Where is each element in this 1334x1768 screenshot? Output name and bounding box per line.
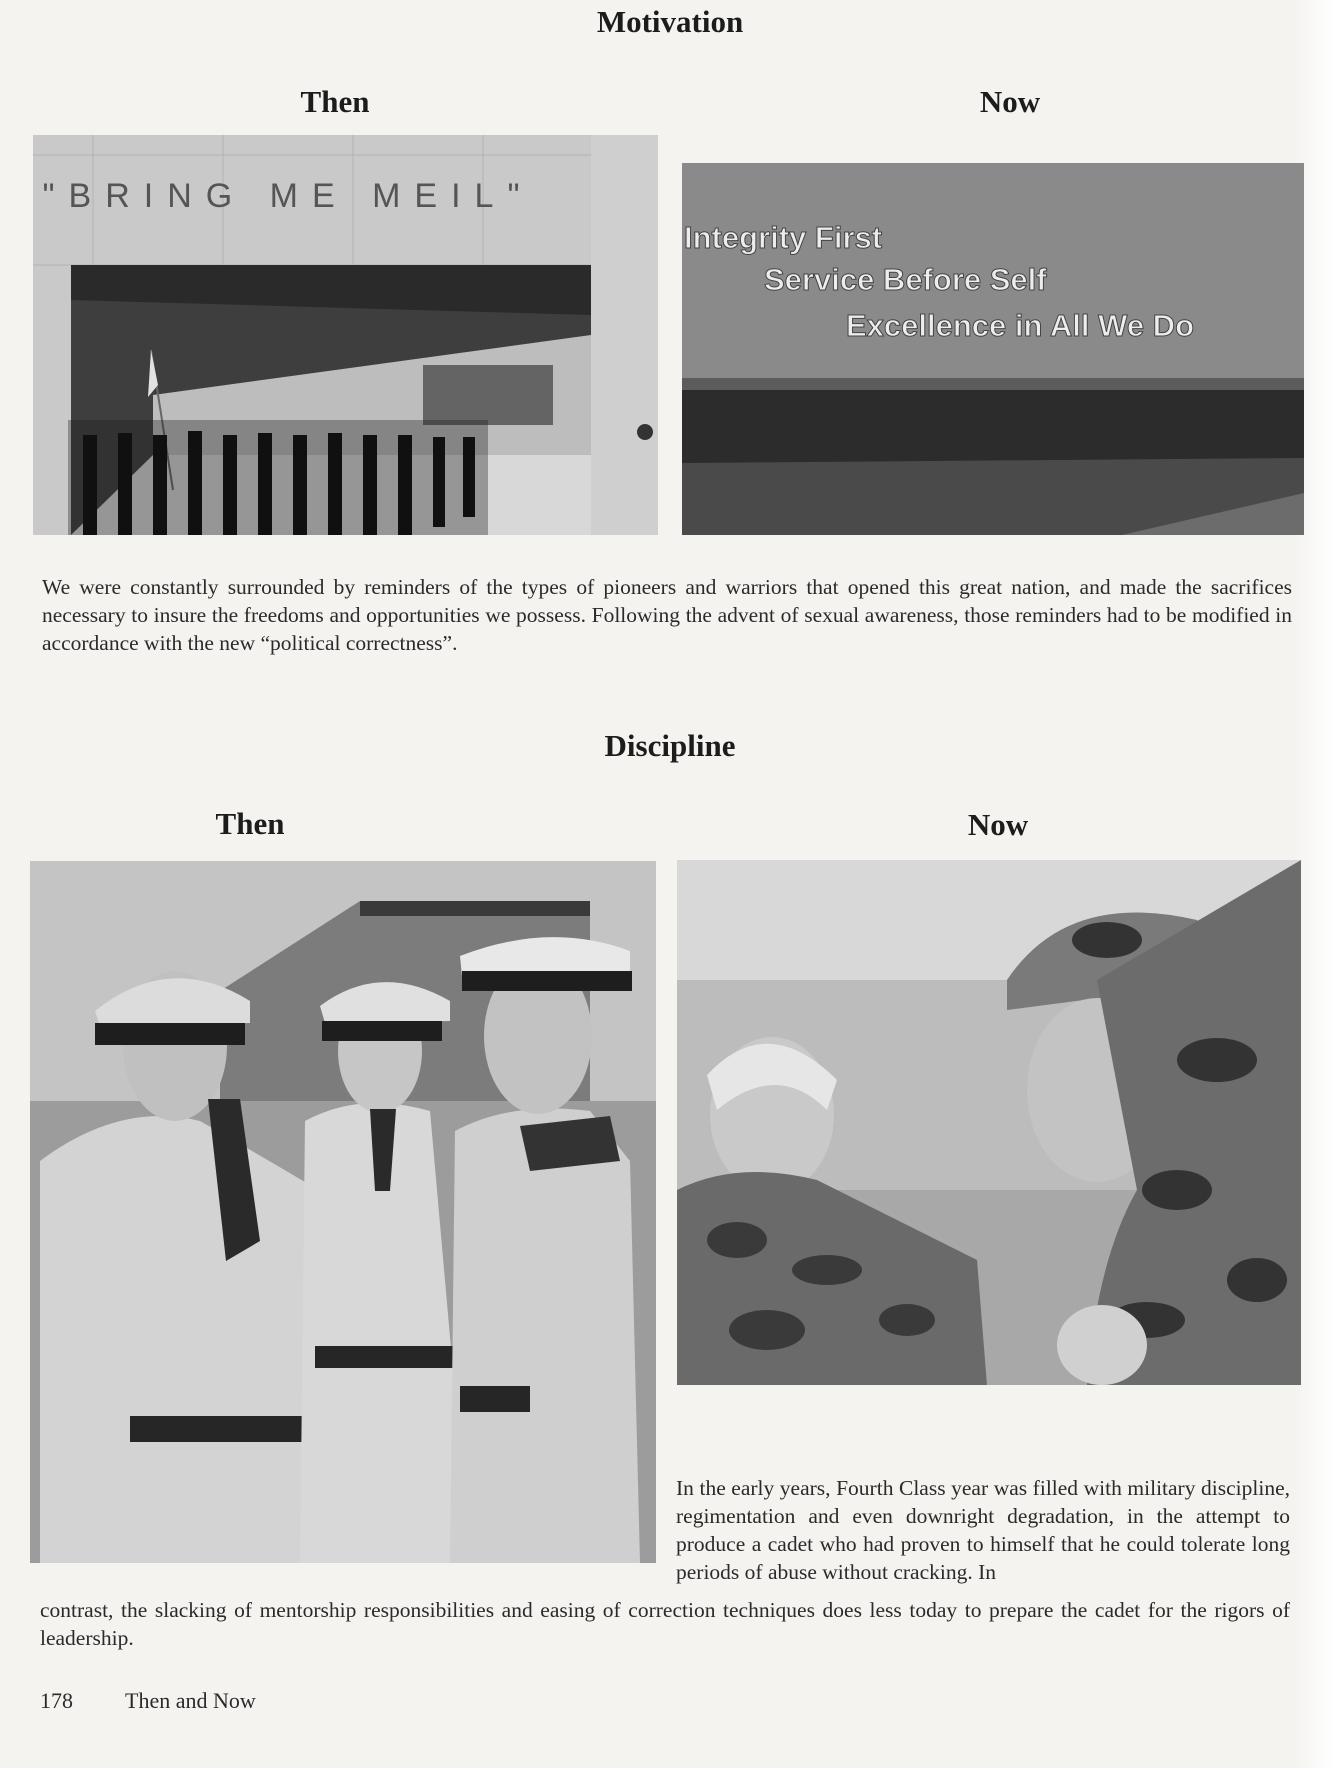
discipline-now-label: Now: [967, 807, 1029, 842]
core-value-integrity: Integrity First: [684, 220, 883, 255]
motivation-caption: We were constantly surrounded by reminders of the types of pioneers and warriors that opened this great nation, and made the sacrifices necessary to insure the freedoms and opportunities we possess. Following the advent of sexual awareness, those reminders had to be modified in accordance with the new “political correctness”.: [42, 575, 1292, 655]
motivation-then-photo: [33, 135, 658, 535]
motivation-now-photo: [682, 163, 1304, 535]
core-value-excellence: Excellence in All We Do: [846, 308, 1195, 343]
discipline-caption-wrap: In the early years, Fourth Class year was filled with military discipline, regimentation and even downright degradation, in the attempt to produce a cadet who had proven to himself that he could tolerate long periods of abuse without cracking. In: [676, 1476, 1290, 1584]
discipline-title: Discipline: [604, 728, 736, 763]
discipline-caption-continued: contrast, the slacking of mentorship responsibilities and easing of correction techniques does less today to prepare the cadet for the rigors of leadership.: [40, 1598, 1290, 1650]
discipline-now-photo: [677, 860, 1301, 1385]
motivation-title: Motivation: [596, 4, 744, 39]
motivation-now-label: Now: [979, 84, 1041, 119]
gateway-banner-text: "BRING ME MEIL": [42, 177, 534, 215]
discipline-then-photo: [30, 861, 656, 1563]
discipline-then-label: Then: [215, 806, 285, 841]
page-number: 178: [40, 1688, 73, 1713]
running-footer-title: Then and Now: [125, 1688, 256, 1713]
core-value-service: Service Before Self: [764, 262, 1047, 297]
motivation-then-label: Then: [300, 84, 370, 119]
